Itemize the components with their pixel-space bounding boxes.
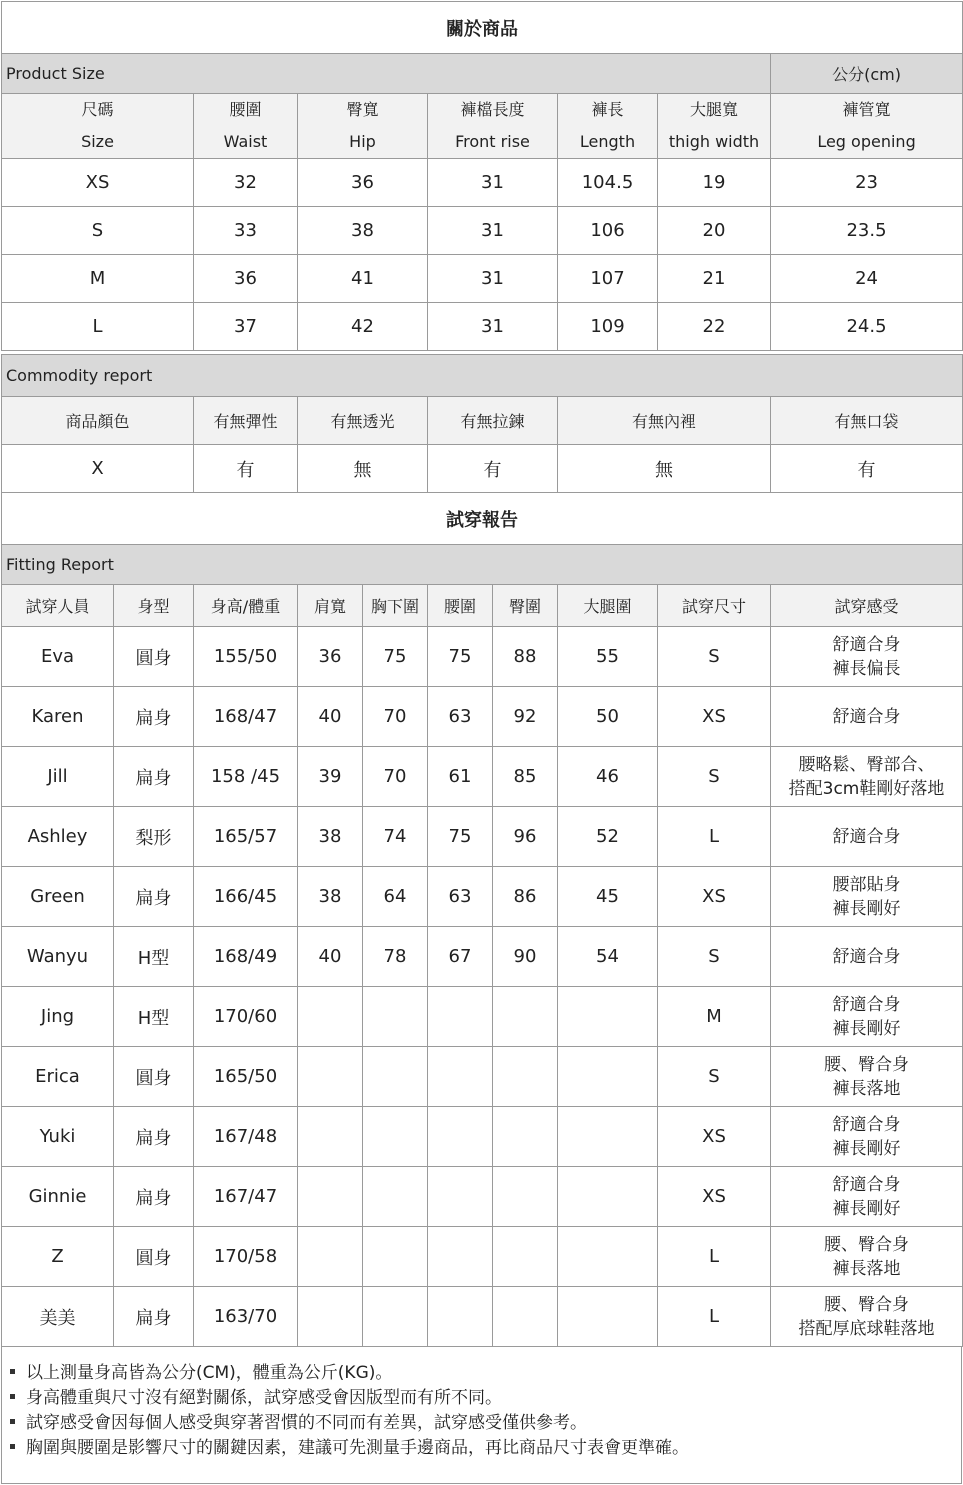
header-lining: 有無內裡 xyxy=(558,397,771,445)
fitting-cell-hw: 163/70 xyxy=(194,1287,298,1347)
size-cell: 107 xyxy=(558,255,658,303)
fitting-row xyxy=(2,747,963,807)
fitting-cell-underbust xyxy=(363,1227,428,1287)
size-cell: 23 xyxy=(771,159,963,207)
header-height-weight: 身高/體重 xyxy=(194,585,298,627)
fitting-cell-size: L xyxy=(658,1227,771,1287)
header-fit-feeling: 試穿感受 xyxy=(771,585,963,627)
fitting-cell-size: XS xyxy=(658,1167,771,1227)
commodity-report-table xyxy=(1,354,963,493)
fitting-cell-waist xyxy=(428,987,493,1047)
fitting-cell-name: Yuki xyxy=(2,1107,114,1167)
size-cell: 21 xyxy=(658,255,771,303)
fitting-row xyxy=(2,627,963,687)
fitting-cell-hip xyxy=(493,1227,558,1287)
fitting-cell-name: Jing xyxy=(2,987,114,1047)
size-cell: XS xyxy=(2,159,194,207)
section-title-about: 關於商品 xyxy=(2,2,963,54)
fitting-cell-thigh: 55 xyxy=(558,627,658,687)
size-cell: 38 xyxy=(298,207,428,255)
size-cell: 24.5 xyxy=(771,303,963,351)
bullet-icon xyxy=(10,1369,15,1374)
fitting-cell-waist: 63 xyxy=(428,867,493,927)
feel-line: 舒適合身 xyxy=(832,826,901,847)
fitting-cell-waist xyxy=(428,1167,493,1227)
fitting-cell-hw: 165/57 xyxy=(194,807,298,867)
fitting-cell-hw: 166/45 xyxy=(194,867,298,927)
fitting-cell-waist xyxy=(428,1287,493,1347)
fitting-report-band: Fitting Report xyxy=(2,545,963,585)
fitting-header-row xyxy=(2,585,963,627)
size-cell: 22 xyxy=(658,303,771,351)
header-hip: 臀寬 Hip xyxy=(298,94,428,159)
fitting-cell-feel xyxy=(771,747,963,807)
fitting-cell-size: L xyxy=(658,807,771,867)
fitting-cell-feel xyxy=(771,1107,963,1167)
header-elasticity: 有無彈性 xyxy=(194,397,298,445)
fitting-cell-shoulder: 39 xyxy=(298,747,363,807)
header-color: 商品顏色 xyxy=(2,397,194,445)
fitting-cell-size: XS xyxy=(658,867,771,927)
header-pocket: 有無口袋 xyxy=(771,397,963,445)
fitting-cell-shoulder: 40 xyxy=(298,927,363,987)
fitting-cell-type: 圓身 xyxy=(114,1227,194,1287)
fitting-cell-underbust xyxy=(363,1287,428,1347)
feel-line: 舒適合身 xyxy=(832,946,901,967)
fitting-cell-hw: 170/60 xyxy=(194,987,298,1047)
size-header-row xyxy=(2,94,963,159)
fitting-cell-underbust: 74 xyxy=(363,807,428,867)
fitting-cell-shoulder xyxy=(298,1227,363,1287)
fitting-cell-name: Z xyxy=(2,1227,114,1287)
size-cell: 19 xyxy=(658,159,771,207)
fitting-cell-type: 扁身 xyxy=(114,747,194,807)
feel-line: 褲長剛好 xyxy=(832,1138,901,1159)
fitting-cell-underbust: 64 xyxy=(363,867,428,927)
fitting-cell-size: M xyxy=(658,987,771,1047)
product-size-band: Product Size xyxy=(2,54,771,94)
size-cell: 106 xyxy=(558,207,658,255)
fitting-cell-type: 圓身 xyxy=(114,627,194,687)
fitting-cell-name: 美美 xyxy=(2,1287,114,1347)
fitting-cell-name: Eva xyxy=(2,627,114,687)
fitting-cell-shoulder xyxy=(298,1107,363,1167)
fitting-cell-shoulder xyxy=(298,1167,363,1227)
fitting-row xyxy=(2,927,963,987)
fitting-cell-underbust xyxy=(363,1047,428,1107)
fitting-row xyxy=(2,867,963,927)
size-cell: 31 xyxy=(428,255,558,303)
fitting-cell-underbust: 78 xyxy=(363,927,428,987)
size-cell: M xyxy=(2,255,194,303)
fitting-cell-hw: 165/50 xyxy=(194,1047,298,1107)
bullet-icon xyxy=(10,1419,15,1424)
fitting-cell-type: 扁身 xyxy=(114,1287,194,1347)
fitting-cell-thigh: 52 xyxy=(558,807,658,867)
size-row xyxy=(2,255,963,303)
section-title-fitting: 試穿報告 xyxy=(2,493,963,545)
fitting-cell-hip: 92 xyxy=(493,687,558,747)
fitting-cell-underbust: 70 xyxy=(363,687,428,747)
value-zipper: 有 xyxy=(428,445,558,493)
fitting-cell-type: 扁身 xyxy=(114,867,194,927)
feel-line: 腰、臀合身 xyxy=(824,1054,910,1075)
header-leg-opening: 褲管寬 Leg opening xyxy=(771,94,963,159)
fitting-row xyxy=(2,1047,963,1107)
size-cell: 23.5 xyxy=(771,207,963,255)
header-thigh: 大腿圍 xyxy=(558,585,658,627)
value-lining: 無 xyxy=(558,445,771,493)
header-underbust: 胸下圍 xyxy=(363,585,428,627)
fitting-row xyxy=(2,987,963,1047)
size-cell: 24 xyxy=(771,255,963,303)
fitting-cell-name: Jill xyxy=(2,747,114,807)
feel-line: 褲長落地 xyxy=(832,1078,901,1099)
product-size-table xyxy=(1,1,963,351)
fitting-cell-type: H型 xyxy=(114,987,194,1047)
header-body-type: 身型 xyxy=(114,585,194,627)
fitting-cell-shoulder xyxy=(298,987,363,1047)
size-cell: 32 xyxy=(194,159,298,207)
feel-line: 舒適合身 xyxy=(832,1174,901,1195)
fitting-cell-size: S xyxy=(658,927,771,987)
fitting-cell-feel xyxy=(771,687,963,747)
commodity-report-band: Commodity report xyxy=(2,355,963,397)
feel-line: 舒適合身 xyxy=(832,634,901,655)
header-front-rise: 褲檔長度 Front rise xyxy=(428,94,558,159)
fitting-cell-feel xyxy=(771,1047,963,1107)
size-cell: 31 xyxy=(428,159,558,207)
fitting-cell-feel xyxy=(771,1287,963,1347)
header-fit-size: 試穿尺寸 xyxy=(658,585,771,627)
fitting-cell-shoulder: 40 xyxy=(298,687,363,747)
fitting-cell-waist: 61 xyxy=(428,747,493,807)
header-length: 褲長 Length xyxy=(558,94,658,159)
header-waist: 腰圍 xyxy=(428,585,493,627)
fitting-cell-hip xyxy=(493,1047,558,1107)
fitting-cell-thigh xyxy=(558,1107,658,1167)
bullet-icon xyxy=(10,1444,15,1449)
fitting-cell-hip xyxy=(493,987,558,1047)
size-cell: 36 xyxy=(298,159,428,207)
fitting-cell-hw: 158 /45 xyxy=(194,747,298,807)
size-cell: 104.5 xyxy=(558,159,658,207)
fitting-cell-feel xyxy=(771,1227,963,1287)
feel-line: 褲長落地 xyxy=(832,1258,901,1279)
fitting-cell-hip xyxy=(493,1107,558,1167)
fitting-cell-thigh xyxy=(558,1227,658,1287)
feel-line: 腰略鬆、臀部合、 xyxy=(798,754,935,775)
fitting-cell-waist: 75 xyxy=(428,807,493,867)
value-transparency: 無 xyxy=(298,445,428,493)
fitting-row xyxy=(2,807,963,867)
size-cell: 33 xyxy=(194,207,298,255)
fitting-cell-underbust xyxy=(363,987,428,1047)
fitting-cell-waist xyxy=(428,1227,493,1287)
size-row xyxy=(2,303,963,351)
fitting-cell-hw: 155/50 xyxy=(194,627,298,687)
fitting-cell-type: 扁身 xyxy=(114,1107,194,1167)
feel-line: 褲長剛好 xyxy=(832,1018,901,1039)
fitting-cell-hw: 167/47 xyxy=(194,1167,298,1227)
header-transparency: 有無透光 xyxy=(298,397,428,445)
fitting-cell-hw: 168/49 xyxy=(194,927,298,987)
size-cell: 31 xyxy=(428,303,558,351)
size-cell: L xyxy=(2,303,194,351)
fitting-cell-size: S xyxy=(658,627,771,687)
feel-line: 舒適合身 xyxy=(832,994,901,1015)
fitting-cell-underbust: 75 xyxy=(363,627,428,687)
fitting-row xyxy=(2,687,963,747)
fitting-row xyxy=(2,1227,963,1287)
fitting-row xyxy=(2,1287,963,1347)
fitting-row xyxy=(2,1107,963,1167)
fitting-row xyxy=(2,1167,963,1227)
notes-list xyxy=(1,1346,962,1484)
fitting-cell-size: L xyxy=(658,1287,771,1347)
header-tester: 試穿人員 xyxy=(2,585,114,627)
commodity-header-row xyxy=(2,397,963,445)
feel-line: 褲長剛好 xyxy=(832,898,901,919)
feel-line: 腰部貼身 xyxy=(832,874,901,895)
fitting-cell-hip: 90 xyxy=(493,927,558,987)
fitting-cell-name: Erica xyxy=(2,1047,114,1107)
note-item: 胸圍與腰圍是影響尺寸的關鍵因素，建議可先測量手邊商品，再比商品尺寸表會更準確。 xyxy=(8,1436,961,1461)
feel-line: 舒適合身 xyxy=(832,706,901,727)
header-size: 尺碼 Size xyxy=(2,94,194,159)
fitting-report-table xyxy=(1,492,963,1347)
fitting-cell-name: Ashley xyxy=(2,807,114,867)
feel-line: 褲長偏長 xyxy=(832,658,901,679)
bullet-icon xyxy=(10,1394,15,1399)
fitting-cell-type: 圓身 xyxy=(114,1047,194,1107)
fitting-cell-name: Wanyu xyxy=(2,927,114,987)
size-cell: 31 xyxy=(428,207,558,255)
fitting-cell-name: Green xyxy=(2,867,114,927)
note-item: 試穿感受會因每個人感受與穿著習慣的不同而有差異，試穿感受僅供參考。 xyxy=(8,1411,961,1436)
header-waist: 腰圍 Waist xyxy=(194,94,298,159)
fitting-cell-feel xyxy=(771,807,963,867)
size-cell: S xyxy=(2,207,194,255)
fitting-cell-hw: 170/58 xyxy=(194,1227,298,1287)
fitting-cell-shoulder: 38 xyxy=(298,867,363,927)
fitting-cell-thigh xyxy=(558,1047,658,1107)
fitting-cell-type: 梨形 xyxy=(114,807,194,867)
header-hip: 臀圍 xyxy=(493,585,558,627)
fitting-cell-hw: 168/47 xyxy=(194,687,298,747)
fitting-cell-name: Karen xyxy=(2,687,114,747)
fitting-cell-name: Ginnie xyxy=(2,1167,114,1227)
fitting-cell-hip: 86 xyxy=(493,867,558,927)
fitting-cell-waist: 63 xyxy=(428,687,493,747)
fitting-cell-shoulder: 36 xyxy=(298,627,363,687)
fitting-cell-feel xyxy=(771,867,963,927)
fitting-cell-hip xyxy=(493,1287,558,1347)
value-pocket: 有 xyxy=(771,445,963,493)
fitting-cell-waist xyxy=(428,1047,493,1107)
fitting-cell-thigh xyxy=(558,1167,658,1227)
fitting-cell-size: XS xyxy=(658,687,771,747)
fitting-cell-waist xyxy=(428,1107,493,1167)
fitting-cell-hw: 167/48 xyxy=(194,1107,298,1167)
note-item: 以上測量身高皆為公分(CM)，體重為公斤(KG)。 xyxy=(8,1361,961,1386)
fitting-cell-feel xyxy=(771,987,963,1047)
feel-line: 搭配3cm鞋剛好落地 xyxy=(788,778,945,799)
fitting-cell-shoulder xyxy=(298,1287,363,1347)
fitting-cell-type: 扁身 xyxy=(114,687,194,747)
note-item: 身高體重與尺寸沒有絕對關係，試穿感受會因版型而有所不同。 xyxy=(8,1386,961,1411)
size-cell: 20 xyxy=(658,207,771,255)
fitting-cell-thigh: 46 xyxy=(558,747,658,807)
fitting-cell-thigh: 45 xyxy=(558,867,658,927)
feel-line: 搭配厚底球鞋落地 xyxy=(798,1318,935,1339)
commodity-value-row xyxy=(2,445,963,493)
fitting-cell-hip: 96 xyxy=(493,807,558,867)
fitting-cell-size: S xyxy=(658,1047,771,1107)
fitting-cell-shoulder xyxy=(298,1047,363,1107)
fitting-cell-underbust xyxy=(363,1107,428,1167)
size-cell: 42 xyxy=(298,303,428,351)
feel-line: 褲長剛好 xyxy=(832,1198,901,1219)
size-cell: 36 xyxy=(194,255,298,303)
fitting-cell-thigh: 50 xyxy=(558,687,658,747)
size-row xyxy=(2,207,963,255)
header-zipper: 有無拉鍊 xyxy=(428,397,558,445)
fitting-cell-size: S xyxy=(658,747,771,807)
size-row xyxy=(2,159,963,207)
fitting-cell-waist: 67 xyxy=(428,927,493,987)
size-cell: 41 xyxy=(298,255,428,303)
header-shoulder: 肩寬 xyxy=(298,585,363,627)
fitting-cell-underbust xyxy=(363,1167,428,1227)
fitting-cell-waist: 75 xyxy=(428,627,493,687)
fitting-cell-thigh xyxy=(558,987,658,1047)
fitting-cell-hip: 88 xyxy=(493,627,558,687)
fitting-cell-underbust: 70 xyxy=(363,747,428,807)
feel-line: 腰、臀合身 xyxy=(824,1294,910,1315)
fitting-cell-feel xyxy=(771,627,963,687)
fitting-cell-hip: 85 xyxy=(493,747,558,807)
fitting-cell-size: XS xyxy=(658,1107,771,1167)
value-elasticity: 有 xyxy=(194,445,298,493)
fitting-cell-feel xyxy=(771,927,963,987)
feel-line: 舒適合身 xyxy=(832,1114,901,1135)
fitting-cell-hip xyxy=(493,1167,558,1227)
header-thigh-width: 大腿寬 thigh width xyxy=(658,94,771,159)
size-cell: 109 xyxy=(558,303,658,351)
fitting-cell-feel xyxy=(771,1167,963,1227)
fitting-cell-type: 扁身 xyxy=(114,1167,194,1227)
value-color: X xyxy=(2,445,194,493)
unit-label: 公分(cm) xyxy=(771,54,963,94)
size-cell: 37 xyxy=(194,303,298,351)
fitting-cell-thigh xyxy=(558,1287,658,1347)
fitting-cell-shoulder: 38 xyxy=(298,807,363,867)
feel-line: 腰、臀合身 xyxy=(824,1234,910,1255)
fitting-cell-type: H型 xyxy=(114,927,194,987)
fitting-cell-thigh: 54 xyxy=(558,927,658,987)
